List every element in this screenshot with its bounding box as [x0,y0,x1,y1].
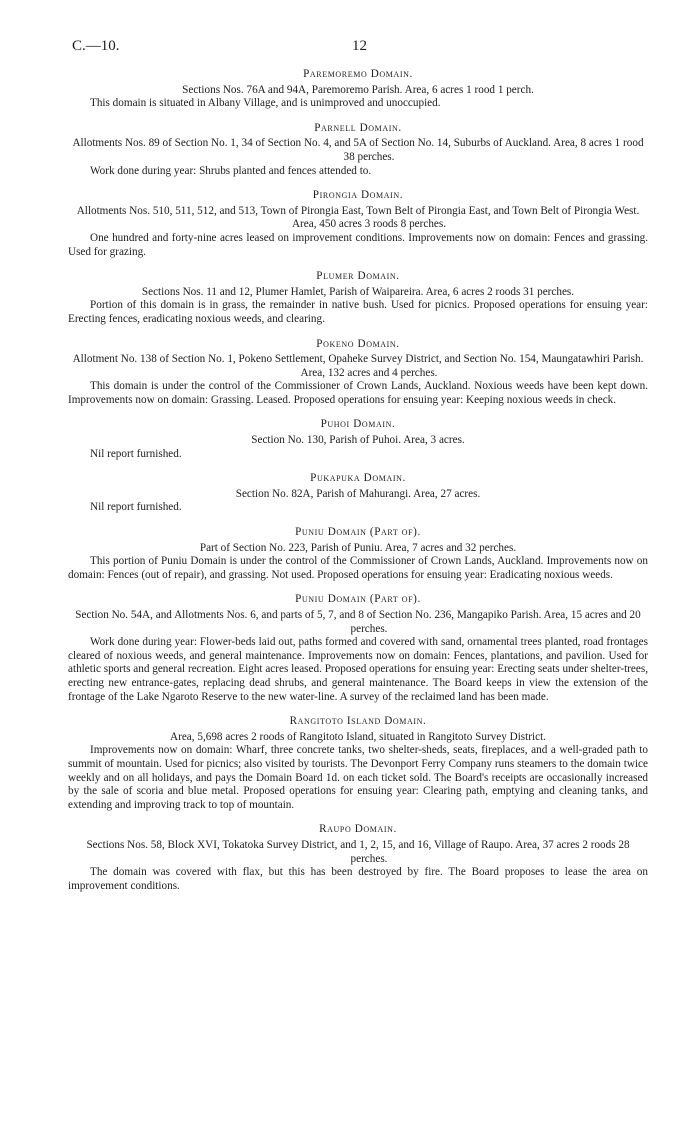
domain-description: Sections Nos. 58, Block XVI, Tokatoka Survey District, and 1, 2, 15, and 16, Village of Raupo. Area, 37 acres 2 roods 28 perches. [86,838,630,865]
domain-section-pukapuka-domain [68,472,648,515]
domain-section-paremoremo-domain [68,68,648,111]
document-reference: C.—10. [72,38,120,54]
domain-description: Sections Nos. 76A and 94A, Paremoremo Parish. Area, 6 acres 1 rood 1 perch. [182,83,534,96]
domain-report-paragraph: Portion of this domain is in grass, the remainder in native bush. Used for picnics. Proposed operations for ensuing year: Erecting fences, eradicating noxious weeds, and clearing. [68,299,648,325]
domain-description: Allotments Nos. 510, 511, 512, and 513, Town of Pirongia East, Town Belt of Pirongia East, and Town Belt of Pirongia West. Area, 450 acres 3 roods 8 perches. [76,204,640,231]
domain-section-rangitoto-island-domain [68,715,648,812]
domain-title: Puhoi Domain. [320,418,396,431]
domain-report-paragraph: The domain was covered with flax, but this has been destroyed by fire. The Board proposes to lease the area on improvement conditions. [68,866,648,892]
domain-section-pokeno-domain [68,338,648,408]
domain-section-raupo-domain [68,823,648,893]
domain-description: Part of Section No. 223, Parish of Puniu. Area, 7 acres and 32 perches. [199,541,517,554]
domain-title: Parnell Domain. [314,121,402,134]
domain-reports [68,68,648,904]
domain-description: Sections Nos. 11 and 12, Plumer Hamlet, Parish of Waipareira. Area, 6 acres 2 roods 31 perches. [141,285,575,298]
domain-report-paragraph: Work done during year: Shrubs planted and fences attended to. [90,164,372,177]
domain-description: Section No. 82A, Parish of Mahurangi. Area, 27 acres. [235,487,481,500]
domain-description: Allotment No. 138 of Section No. 1, Pokeno Settlement, Opaheke Survey District, and Section No. 154, Maungatawhiri Parish. Area, 132 acres and 4 perches. [72,353,644,379]
domain-section-puniu-domain-part-of [68,526,648,582]
domain-report-paragraph: This domain is situated in Albany Village, and is unimproved and unoccupied. [90,97,441,110]
domain-section-puhoi-domain [68,418,648,461]
domain-description: Section No. 54A, and Allotments Nos. 6, and parts of 5, 7, and 8 of Section No. 236, Mangapiko Parish. Area, 15 acres and 20 perches. [75,609,641,635]
domain-title: Pukapuka Domain. [310,472,406,485]
domain-title: Rangitoto Island Domain. [289,715,427,728]
domain-report-paragraph: This domain is under the control of the Commissioner of Crown Lands, Auckland. Noxious weeds have been kept down. Improvements now on domain: Grassing. Leased. Proposed operations for ensuing year: Keeping noxious weeds in check. [68,380,648,406]
domain-report-paragraph: One hundred and forty-nine acres leased on improvement conditions. Improvements now on domain: Fences and grassing. Used for grazing. [68,231,648,258]
domain-title: Raupo Domain. [319,823,397,836]
nil-report-note: Nil report furnished. [90,447,182,460]
domain-description: Allotments Nos. 89 of Section No. 1, 34 of Section No. 4, and 5A of Section No. 14, Suburbs of Auckland. Area, 8 acres 1 rood 38 perches. [72,137,644,163]
domain-title: Puniu Domain (Part of). [295,526,421,539]
domain-title: Pokeno Domain. [316,337,400,350]
domain-report-paragraph: Improvements now on domain: Wharf, three concrete tanks, two shelter-sheds, seats, fireplaces, and a well-graded path to summit of mountain. Used for picnics; also visited by tourists. The Devonport Ferry Company runs steamers to the domain twice weekly and on all holidays, and pays the Domain Board 1d. on each ticket sold. The Board's receipts are occasionally increased by the sale of scoria and blue metal. Proposed operations for ensuing year: Clearing path, emptying and cleaning tanks, and extending and improving track to top of mountain. [68,744,648,811]
domain-report-paragraph: This portion of Puniu Domain is under the control of the Commissioner of Crown Lands, Auckland. Improvements now on domain: Fences (out of repair), and grassing. Not used. Proposed operations for ensuing year: Eradicating noxious weeds. [68,555,648,581]
domain-section-parnell-domain [68,122,648,178]
domain-description: Area, 5,698 acres 2 roods of Rangitoto Island, situated in Rangitoto Survey District. [170,730,546,743]
nil-report-note: Nil report furnished. [90,501,182,514]
domain-title: Plumer Domain. [316,270,400,283]
domain-section-pirongia-domain [68,189,648,259]
domain-report-paragraph: Work done during year: Flower-beds laid out, paths formed and covered with sand, ornamental trees planted, road frontages cleared of noxious weeds, and general maintenance. Improvements now on domain: Fences, plantations, and pavilion. Used for athletic sports and general recreation. Eight acres leased. Proposed operations for ensuing year: Erecting seats under shelter-trees, erecting new entrance-gates, replacing dead shrubs, and general maintenance. The Board keeps in view the extension of the frontage of the Lake Ngaroto Reserve to the new water-line. A survey of the reclaimed land has been made. [68,636,648,703]
domain-title: Puniu Domain (Part of). [295,593,421,606]
domain-section-plumer-domain [68,270,648,326]
domain-title: Paremoremo Domain. [303,68,413,80]
domain-title: Pirongia Domain. [312,189,404,202]
domain-section-puniu-domain-part-of [68,593,648,704]
page-number: 12 [352,38,367,54]
domain-description: Section No. 130, Parish of Puhoi. Area, 3 acres. [251,434,465,447]
